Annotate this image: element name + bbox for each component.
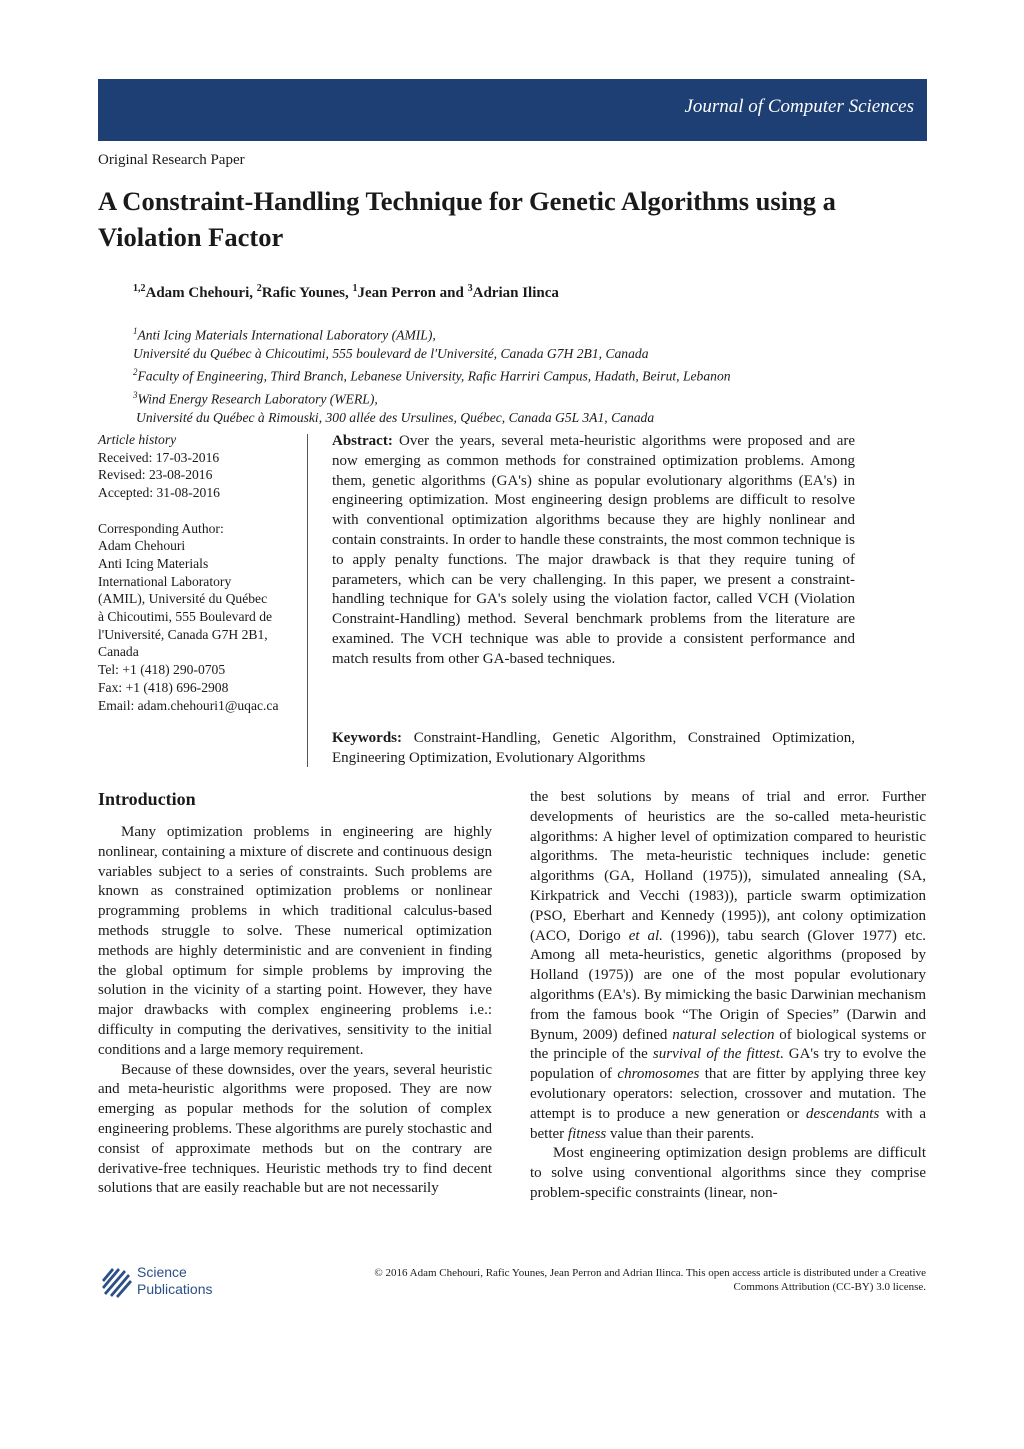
journal-banner bbox=[98, 79, 927, 141]
journal-name: Journal of Computer Sciences bbox=[684, 96, 914, 117]
received-date: Received: 17-03-2016 bbox=[98, 449, 220, 465]
affiliation-line: $^2$Faculty of Engineering, Third Branch, Lebanese University, Rafic Harriri Campus, Hadath, Beirut, Lebanon bbox=[133, 367, 731, 384]
abstract-label: Abstract: bbox=[332, 433, 393, 449]
keywords-label: Keywords: bbox=[332, 730, 402, 746]
paragraph: Many optimization problems in engineering are highly nonlinear, containing a mixture of discrete and continuous design variables subject to a series of constraints. Such problems are known as constrained optimization problems or nonlinear programming problems in which traditional calculus-based methods struggle to solve. These numerical optimization methods are highly deterministic and are convenient in finding the global optimum for simple problems by improving the solution in the vicinity of a starting point. However, they have major drawbacks with complex engineering problems i.e.: difficulty in computing the derivatives, sensitivity to the initial conditions and a large memory requirement. bbox=[98, 824, 492, 1058]
paragraph: Most engineering optimization design problems are difficult to solve using conventional algorithms since they comprise problem-specific constraints (linear, non- bbox=[530, 1145, 926, 1201]
corresponding-line: Canada bbox=[98, 644, 139, 660]
affiliation-line: Université du Québec à Rimouski, 300 allée des Ursulines, Québec, Canada G5L 3A1, Canada bbox=[136, 410, 655, 426]
corresponding-line: l'Université, Canada G7H 2B1, bbox=[98, 626, 268, 642]
article-info-sidebar bbox=[98, 431, 304, 714]
author: $^2$Rafic Younes, bbox=[256, 283, 349, 301]
publisher-name: Science Publications bbox=[137, 1264, 213, 1297]
author: $^3$Adrian Ilinca bbox=[467, 283, 559, 301]
author-list bbox=[133, 283, 559, 302]
right-column bbox=[530, 788, 926, 1204]
article-history-heading: Article history bbox=[98, 432, 177, 447]
paragraph: Because of these downsides, over the years, several heuristic and meta-heuristic algorithms were proposed. They are now emerging as popular methods for the solution of complex engineering problems. These algorithms are purely stochastic and consist of approximate methods but on the contrary are derivative-free techniques. Heuristic methods try to find decent solutions that are easily reachable but are not necessarily bbox=[98, 1061, 492, 1197]
corresponding-line: Adam Chehouri bbox=[98, 538, 186, 554]
paper-title: A Constraint-Handling Technique for Genetic Algorithms using a Violation Factor bbox=[98, 186, 836, 252]
fax: Fax: +1 (418) 696-2908 bbox=[98, 679, 229, 695]
corresponding-line: Anti Icing Materials bbox=[98, 555, 209, 571]
email-link[interactable]: Email: adam.chehouri1@uqac.ca bbox=[98, 697, 279, 713]
keywords-text: Constraint-Handling, Genetic Algorithm, Constrained Optimization, Engineering Optimization, Evolutionary Algorithms bbox=[332, 730, 855, 766]
revised-date: Revised: 23-08-2016 bbox=[98, 467, 213, 483]
corresponding-heading: Corresponding Author: bbox=[98, 520, 224, 536]
paper-type: Original Research Paper bbox=[98, 152, 245, 168]
vertical-divider bbox=[307, 434, 308, 767]
affiliation-line: $^1$Anti Icing Materials International Laboratory (AMIL), bbox=[133, 326, 436, 343]
left-column bbox=[98, 823, 492, 1199]
phone: Tel: +1 (418) 290-0705 bbox=[98, 662, 226, 678]
author: $^1$Jean Perron and bbox=[352, 283, 464, 301]
paragraph: the best solutions by means of trial and error. Further developments of heuristics are the so-called meta-heuristic algorithms: A higher level of optimization compared to heuristic algorithms. The meta-heuristic techniques include: genetic algorithms (GA, Holland (1975)), simulated annealing (SA, Kirkpatrick and Vecchi (1983)), particle swarm optimization (PSO, Eberhart and Kennedy (1995)), ant colony optimization (ACO, Dorigo et al. (1996)), tabu search (Glover 1977) etc. Among all meta-heuristics, genetic algorithms (proposed by Holland (1975)) are one of the most popular evolutionary algorithms (EA's). By mimicking the basic Darwinian mechanism from the famous book “The Origin of Species” (Darwin and Bynum, 2009) defined natural selection of biological systems or the principle of the survival of the fittest. GA's try to evolve the population of chromosomes that are fitter by applying three key evolutionary operators: selection, crossover and mutation. The attempt is to produce a new generation or descendants with a better fitness value than their parents. bbox=[530, 789, 927, 1142]
copyright-footer: © 2016 Adam Chehouri, Rafic Younes, Jean Perron and Adrian Ilinca. This open access article is distributed under a Creative Commons Attribution (CC-BY) 3.0 license. bbox=[374, 1267, 926, 1293]
affiliation-line: Université du Québec à Chicoutimi, 555 boulevard de l'Université, Canada G7H 2B1, Canada bbox=[133, 345, 649, 361]
corresponding-line: à Chicoutimi, 555 Boulevard de bbox=[98, 609, 273, 625]
abstract-text: Over the years, several meta-heuristic algorithms were proposed and are now emerging as common methods for constrained optimization problems. Among them, genetic algorithms (GA's) shine as popular evolutionary algorithms (EA's) in engineering optimization. Most engineering design problems are difficult to resolve with conventional optimization algorithms because they are highly nonlinear and contain constraints. In order to handle these constraints, the most common technique is to apply penalty functions. The major drawback is that they require tuning of parameters, which can be very challenging. In this paper, we present a constraint-handling technique for GA's solely using the violation factor, called VCH (Violation Constraint-Handling) method. Several benchmark problems from the literature are examined. The VCH technique was able to provide a consistent performance and match results from other GA-based techniques. bbox=[332, 433, 856, 667]
affiliations bbox=[133, 322, 853, 428]
corresponding-line: (AMIL), Université du Québec bbox=[98, 591, 268, 607]
keywords bbox=[332, 729, 855, 769]
abstract bbox=[332, 432, 855, 670]
accepted-date: Accepted: 31-08-2016 bbox=[98, 485, 220, 501]
author: $^{1,2}$Adam Chehouri, bbox=[133, 283, 254, 301]
corresponding-line: International Laboratory bbox=[98, 573, 232, 589]
affiliation-line: $^3$Wind Energy Research Laboratory (WERL), bbox=[133, 390, 378, 407]
section-heading-introduction: Introduction bbox=[98, 789, 196, 809]
